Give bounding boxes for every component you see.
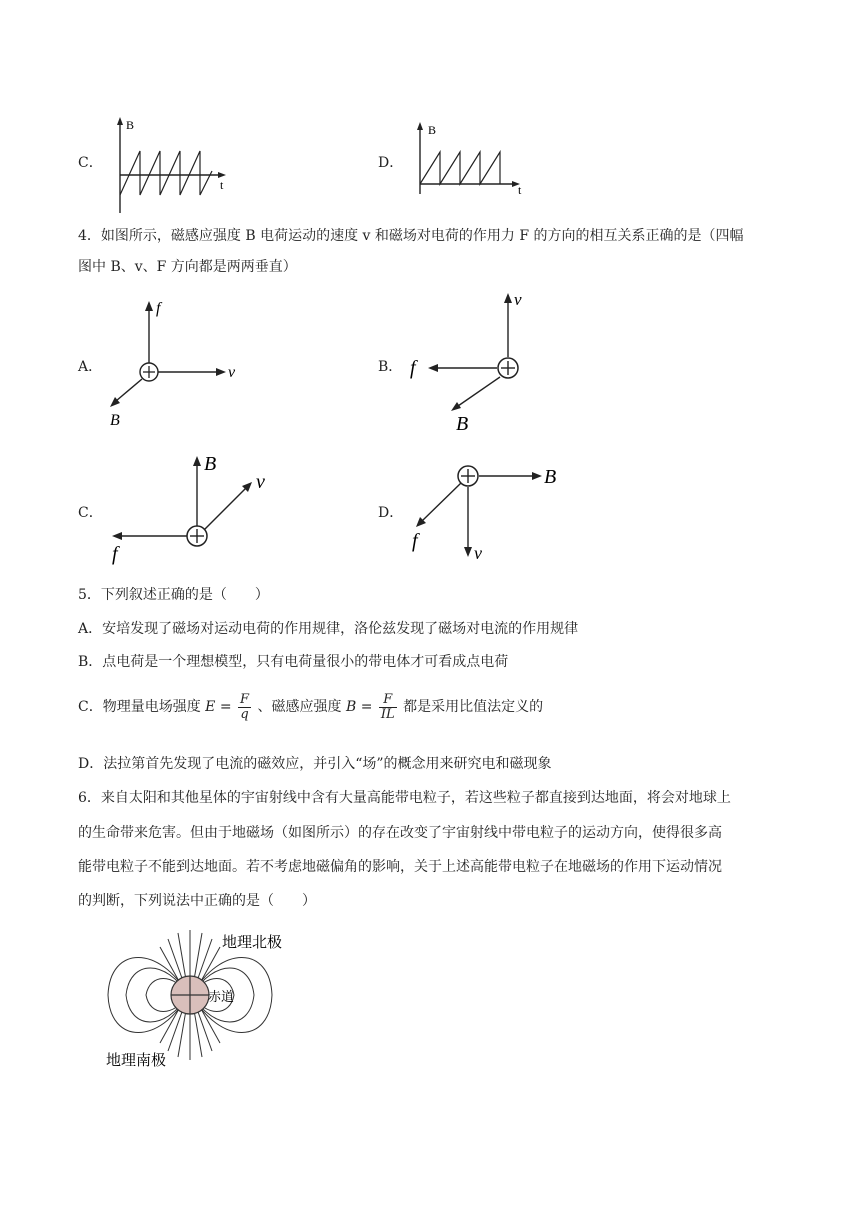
q3-c-axis-b: B — [126, 118, 135, 132]
q4-d-b: B — [544, 466, 557, 488]
q4-b-f: f — [410, 357, 416, 379]
q4-option-b-label: B． — [378, 359, 403, 375]
q5-option-d: D．法拉第首先发现了电流的磁效应，并引入“场”的概念用来研究电和磁现象 — [78, 756, 552, 772]
south-pole-label: 地理南极 — [106, 1053, 167, 1069]
q5-c-mid: 、磁感应强度 — [257, 699, 342, 715]
q5-c-b-frac: $\frac{F}{IL}$ — [380, 691, 395, 722]
q3-c-sawtooth — [120, 151, 212, 195]
q4-c-v: v — [256, 471, 265, 493]
q4-d-v: v — [474, 543, 482, 563]
q5-c-e-frac: $\frac{F}{q}$ — [240, 691, 250, 722]
q3-d-axis-b: B — [428, 123, 437, 137]
q4-option-d-figure — [400, 455, 570, 565]
q4-stem-line1: 4．如图所示，磁感应强度 B 电荷运动的速度 v 和磁场对电荷的作用力 F 的方向的相互关系正确的是（四幅 — [78, 228, 744, 244]
q3-c-axis-t: t — [220, 178, 224, 192]
equator-label: 赤道 — [208, 989, 235, 1004]
q4-option-c-figure — [100, 448, 280, 566]
q6-line1: 6．来自太阳和其他星体的宇宙射线中含有大量高能带电粒子，若这些粒子都直接到达地面，将会对地球上 — [78, 790, 731, 806]
q6-line4: 的判断，下列说法中正确的是（ ） — [78, 893, 316, 909]
q5-c-e: E = — [205, 699, 232, 715]
q5-option-a: A．安培发现了磁场对运动电荷的作用规律，洛伦兹发现了磁场对电流的作用规律 — [78, 621, 579, 637]
q6-geomagnetic-figure — [100, 925, 340, 1075]
q5-c-b: B = — [345, 699, 373, 715]
q4-option-b-figure — [400, 285, 550, 435]
q4-c-b: B — [204, 453, 217, 475]
q5-option-b: B．点电荷是一个理想模型，只有电荷量很小的带电体才可看成点电荷 — [78, 654, 509, 670]
q3-option-c-label: C． — [78, 155, 103, 171]
north-pole-label: 地理北极 — [222, 935, 283, 951]
q4-a-f: f — [156, 300, 161, 317]
q4-option-a-figure — [100, 295, 260, 430]
q4-option-d-label: D． — [378, 505, 404, 521]
q5-option-c — [78, 692, 543, 722]
q4-c-f: f — [112, 543, 118, 565]
q4-b-b: B — [456, 413, 469, 435]
q4-a-v: v — [228, 364, 236, 381]
q3-option-d-graph — [408, 120, 533, 200]
q5-c-prefix: C．物理量电场强度 — [78, 699, 201, 715]
q3-option-d-label: D． — [378, 155, 404, 171]
q3-d-axis-t: t — [518, 183, 522, 197]
q4-option-a-label: A． — [78, 359, 103, 375]
q5-stem: 5．下列叙述正确的是（ ） — [78, 587, 269, 603]
q4-option-c-label: C． — [78, 505, 103, 521]
q5-c-suffix: 都是采用比值法定义的 — [403, 699, 544, 715]
q6-line3: 能带电粒子不能到达地面。若不考虑地磁偏角的影响，关于上述高能带电粒子在地磁场的作用下运动情况 — [78, 859, 722, 875]
q4-a-b: B — [110, 412, 120, 429]
q6-line2: 的生命带来危害。但由于地磁场（如图所示）的存在改变了宇宙射线中带电粒子的运动方向，使得很多高 — [78, 825, 722, 841]
q4-b-v: v — [514, 290, 522, 309]
q4-d-f: f — [412, 530, 418, 552]
q3-option-c-graph — [108, 115, 238, 220]
q4-stem-line2: 图中 B、v、F 方向都是两两垂直） — [78, 259, 297, 275]
